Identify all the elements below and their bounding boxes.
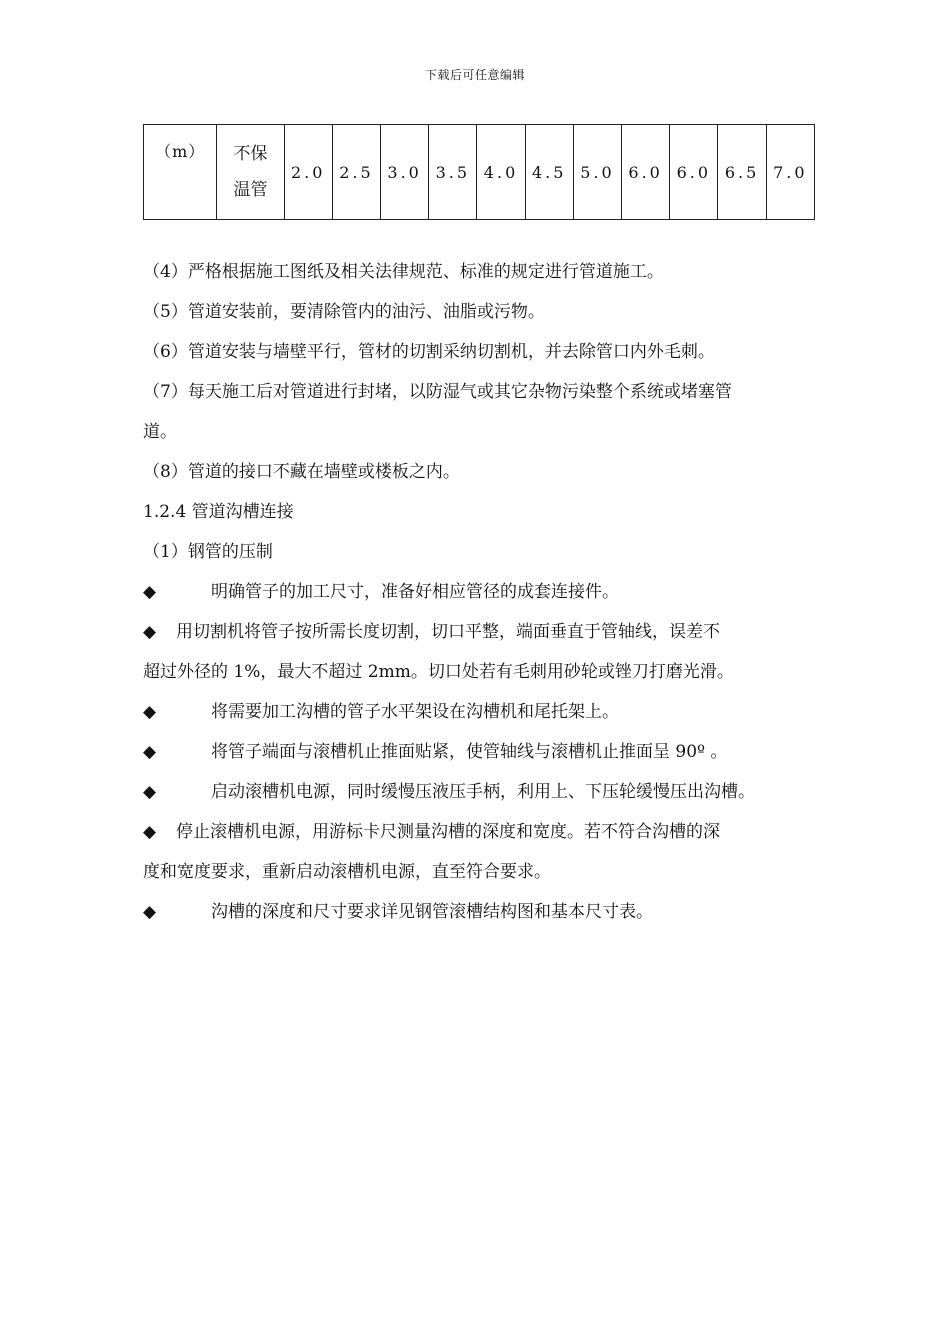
spacing-table (143, 124, 815, 220)
paragraph-6: （6）管道安装与墙壁平行，管材的切割采纳切割机，并去除管口内外毛刺。 (143, 342, 715, 362)
subsection-title: （1）钢管的压制 (143, 542, 273, 562)
table-unit-cell: （m） (144, 125, 217, 220)
table-row (144, 125, 815, 220)
diamond-bullet-icon: ◆ (143, 582, 157, 602)
table-value-cell: 3.5 (429, 125, 477, 220)
bullet-item (143, 572, 818, 612)
bullet-text: 明确管子的加工尺寸，准备好相应管径的成套连接件。 (211, 582, 619, 602)
document-body (143, 252, 818, 932)
section-title: 1.2.4 管道沟槽连接 (143, 502, 294, 522)
diamond-bullet-icon: ◆ (143, 782, 157, 802)
type-line-1: 不保 (233, 144, 268, 164)
bullet-item (143, 812, 818, 852)
paragraph-7-line-1: （7）每天施工后对管道进行封堵，以防湿气或其它杂物污染整个系统或堵塞管 (143, 382, 732, 402)
paragraph-4: （4）严格根据施工图纸及相关法律规范、标准的规定进行管道施工。 (143, 262, 664, 282)
bullet-text: 用切割机将管子按所需长度切割，切口平整，端面垂直于管轴线，误差不 (176, 622, 720, 642)
bullet-text: 停止滚槽机电源，用游标卡尺测量沟槽的深度和宽度。若不符合沟槽的深 (176, 822, 720, 842)
bullet-text: 将需要加工沟槽的管子水平架设在沟槽机和尾托架上。 (211, 702, 619, 722)
bullet-item (143, 692, 818, 732)
type-line-2: 温管 (233, 180, 268, 200)
bullet-item (143, 612, 818, 652)
bullet-item (143, 892, 818, 932)
diamond-bullet-icon: ◆ (143, 702, 157, 722)
bullet-item (143, 732, 818, 772)
bullet-text: 将管子端面与滚槽机止推面贴紧，使管轴线与滚槽机止推面呈 90º 。 (211, 742, 728, 762)
table-value-cell: 6.5 (718, 125, 766, 220)
diamond-bullet-icon: ◆ (143, 742, 157, 762)
bullet-text: 启动滚槽机电源，同时缓慢压液压手柄，利用上、下压轮缓慢压出沟槽。 (211, 782, 755, 802)
diamond-bullet-icon: ◆ (143, 902, 157, 922)
table-value-cell: 5.0 (573, 125, 621, 220)
table-value-cell: 6.0 (670, 125, 718, 220)
page-header: 下载后可任意编辑 (424, 68, 525, 82)
table-value-cell: 6.0 (622, 125, 670, 220)
table-value-cell: 2.0 (284, 125, 332, 220)
diamond-bullet-icon: ◆ (143, 822, 157, 842)
bullet-continuation: 超过外径的 1%，最大不超过 2mm。切口处若有毛刺用砂轮或锉刀打磨光滑。 (143, 662, 734, 682)
paragraph-7-line-2: 道。 (143, 422, 177, 442)
table-value-cell: 3.0 (381, 125, 429, 220)
diamond-bullet-icon: ◆ (143, 622, 157, 642)
table-value-cell: 2.5 (332, 125, 380, 220)
bullet-continuation: 度和宽度要求，重新启动滚槽机电源，直至符合要求。 (143, 862, 551, 882)
bullet-item (143, 772, 818, 812)
table-value-cell: 4.0 (477, 125, 525, 220)
paragraph-8: （8）管道的接口不藏在墙壁或楼板之内。 (143, 462, 460, 482)
table-value-cell: 4.5 (525, 125, 573, 220)
table-type-cell (217, 125, 284, 220)
paragraph-5: （5）管道安装前，要清除管内的油污、油脂或污物。 (143, 302, 545, 322)
bullet-text: 沟槽的深度和尺寸要求详见钢管滚槽结构图和基本尺寸表。 (211, 902, 653, 922)
table-value-cell: 7.0 (766, 125, 814, 220)
